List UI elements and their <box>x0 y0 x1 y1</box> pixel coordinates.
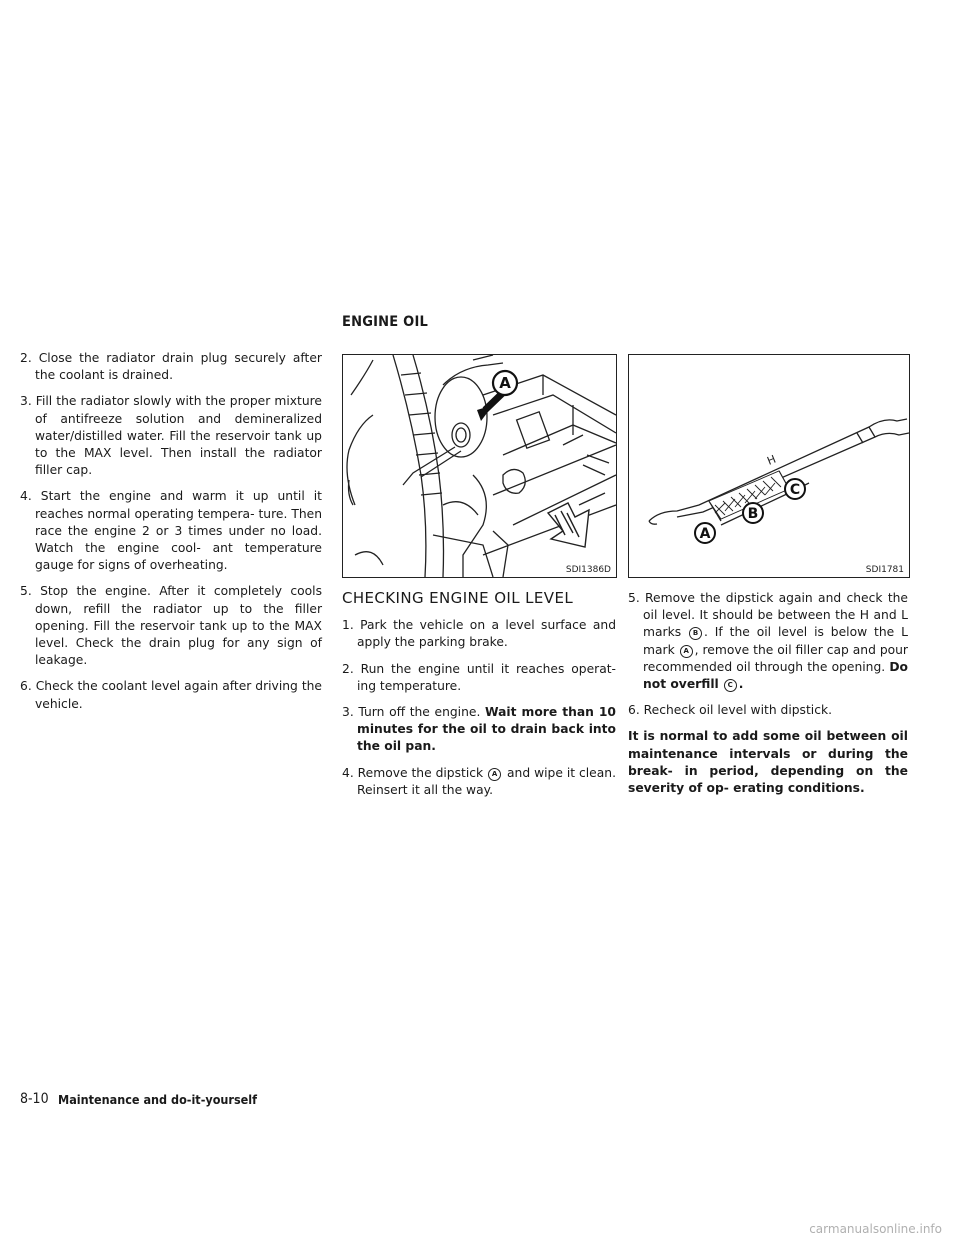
list-item <box>342 765 616 799</box>
figure-label-h: H <box>765 452 778 468</box>
figure-label-a: A <box>499 374 511 392</box>
middle-column <box>342 590 616 808</box>
item-text: 5. Remove the dipstick again and check the oil level. It should be between the H and L marks <box>628 591 908 640</box>
list-item: 6. Check the coolant level again after driving the vehicle. <box>20 679 322 711</box>
sub-heading: CHECKING ENGINE OIL LEVEL <box>342 589 574 607</box>
list-item: 6. Recheck oil level with dipstick. <box>628 703 832 718</box>
circled-marker: A <box>680 645 693 658</box>
list-item: 4. Start the engine and warm it up until it reaches normal operating tempera- ture. Then race the engine 2 or 3 times under no load. Watch the engine cool- ant temperature gauge for signs of overheating. <box>20 489 322 573</box>
item-text: . If the oil level is below the L mark <box>643 625 908 657</box>
engine-dipstick-figure <box>342 354 617 578</box>
figure-code: SDI1781 <box>865 565 904 575</box>
list-item: 2. Close the radiator drain plug securely after the coolant is drained. <box>20 351 322 383</box>
list-item <box>342 704 616 756</box>
section-title: ENGINE OIL <box>342 314 429 330</box>
figure-label-c: C <box>789 482 801 498</box>
figure-label-a: A <box>699 526 711 542</box>
engine-illustration <box>343 355 616 577</box>
left-column <box>20 350 322 722</box>
watermark: carmanualsonline.info <box>809 1222 942 1236</box>
page-number: 8-10 <box>20 1091 49 1107</box>
figure-label-b: B <box>747 506 759 522</box>
circled-marker: B <box>689 627 702 640</box>
dipstick-marks-figure <box>628 354 910 578</box>
chapter-title: Maintenance and do-it-yourself <box>58 1092 258 1107</box>
list-item: 2. Run the engine until it reaches operat- ing temperature. <box>342 661 616 693</box>
circled-marker: C <box>724 679 737 692</box>
item-text: and wipe it clean. Reinsert it all the way. <box>357 765 616 797</box>
item-text: 3. Turn off the engine. <box>342 705 481 720</box>
item-text: . <box>738 677 744 692</box>
item-text: , remove the oil filler cap and pour recommended oil through the opening. <box>643 642 908 674</box>
item-bold-text: Do not overfill <box>643 659 908 692</box>
circled-marker: A <box>488 768 501 781</box>
item-text: 4. Remove the dipstick <box>342 765 484 780</box>
note-text: It is normal to add some oil between oil maintenance intervals or during the break- in period, depending on the severity of op- erating conditions. <box>628 729 908 796</box>
right-column <box>628 590 908 806</box>
list-item: 3. Fill the radiator slowly with the proper mixture of antifreeze solution and demineralized water/distilled water. Fill the reservoir tank up to the MAX level. Then install the radiator filler cap. <box>20 394 322 478</box>
list-item <box>628 590 908 693</box>
figure-code: SDI1386D <box>565 565 611 575</box>
item-bold-text: Wait more than 10 minutes for the oil to drain back into the oil pan. <box>357 705 616 754</box>
dipstick-illustration <box>629 355 909 577</box>
list-item: 1. Park the vehicle on a level surface and apply the parking brake. <box>342 618 616 650</box>
list-item: 5. Stop the engine. After it completely cools down, refill the radiator up to the filler opening. Fill the reservoir tank up to the MAX level. Check the drain plug for any sign of leakage. <box>20 584 322 668</box>
